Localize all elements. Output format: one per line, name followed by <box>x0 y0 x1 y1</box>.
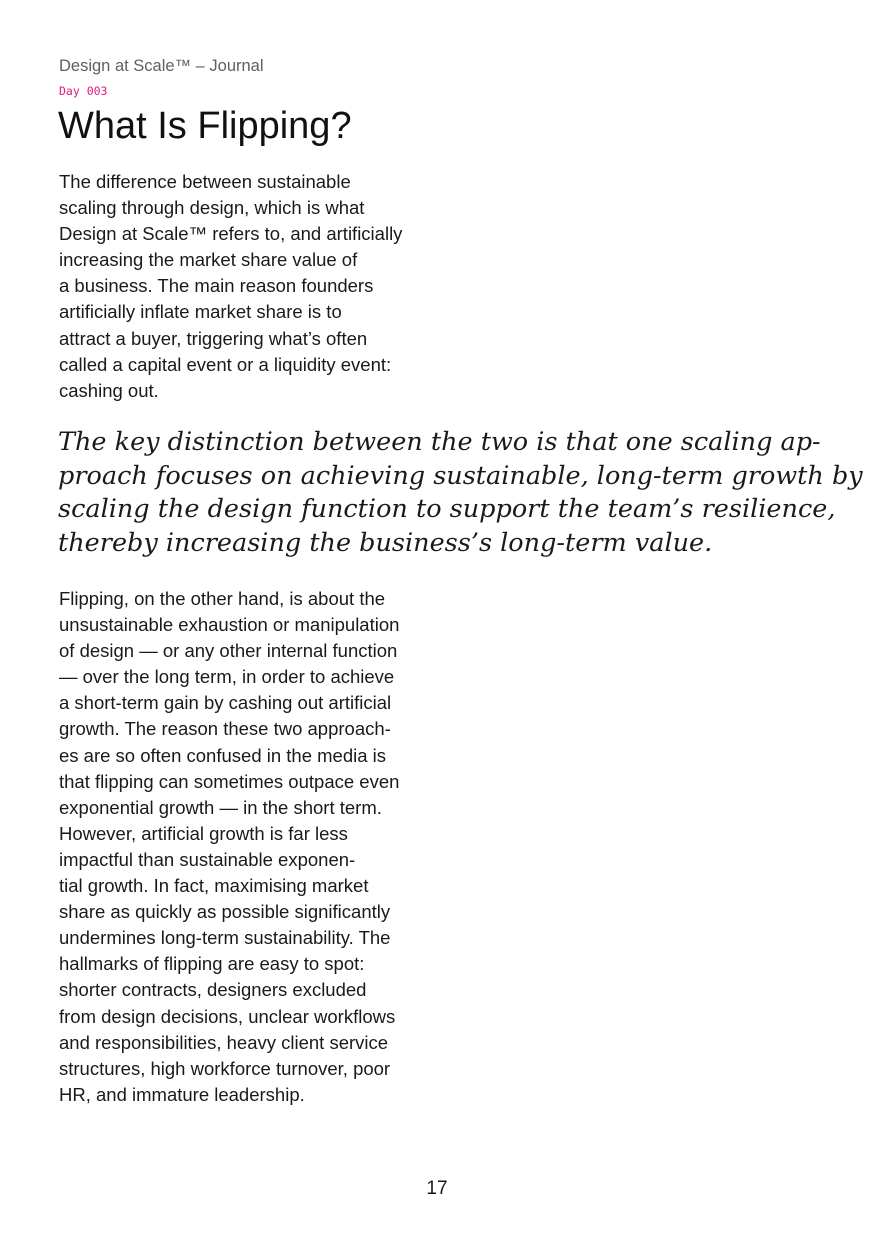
body-line: undermines long-term sustainability. The <box>59 927 391 949</box>
body-line: and responsibilities, heavy client service <box>59 1031 389 1053</box>
pull-quote-line: The key distinction between the two is that one scaling ap- <box>58 427 821 457</box>
body-line: HR, and immature leadership. <box>59 1083 305 1105</box>
body-line: growth. The reason these two approach- <box>59 718 391 740</box>
journal-title: Design at Scale™ – Journal <box>59 57 264 75</box>
intro-line: attract a buyer, triggering what’s often <box>59 327 368 349</box>
body-line: that flipping can sometimes outpace even <box>59 770 400 792</box>
pull-quote-line: scaling the design function to support the team’s resilience, <box>58 494 836 524</box>
intro-paragraph <box>59 169 439 404</box>
intro-line: cashing out. <box>59 379 159 401</box>
body-line: Flipping, on the other hand, is about the <box>59 588 386 609</box>
body-line: es are so often confused in the media is <box>59 744 387 766</box>
intro-line: a business. The main reason founders <box>59 275 374 297</box>
page-number: 17 <box>426 1178 448 1199</box>
intro-line: artificially inflate market share is to <box>59 301 342 323</box>
body-line: impactful than sustainable exponen- <box>59 848 356 870</box>
body-line: shorter contracts, designers excluded <box>59 979 367 1001</box>
body-line: hallmarks of flipping are easy to spot: <box>59 953 365 975</box>
body-line: of design — or any other internal function <box>59 640 398 662</box>
body-line: tial growth. In fact, maximising market <box>59 875 369 897</box>
intro-line: scaling through design, which is what <box>59 197 365 219</box>
body-paragraph <box>59 586 449 1108</box>
intro-line: The difference between sustainable <box>59 171 351 192</box>
intro-line: called a capital event or a liquidity event: <box>59 353 392 375</box>
page-title: What Is Flipping? <box>58 105 352 147</box>
body-line: However, artificial growth is far less <box>59 822 348 844</box>
body-line: share as quickly as possible significantly <box>59 901 391 923</box>
body-line: a short-term gain by cashing out artificial <box>59 692 392 714</box>
body-line: exponential growth — in the short term. <box>59 796 382 818</box>
body-line: unsustainable exhaustion or manipulation <box>59 614 400 636</box>
pull-quote <box>58 426 863 560</box>
intro-line: increasing the market share value of <box>59 249 358 271</box>
pull-quote-line: proach focuses on achieving sustainable, long-term growth by <box>58 460 863 491</box>
day-label: Day 003 <box>59 84 108 98</box>
intro-line: Design at Scale™ refers to, and artificially <box>59 223 403 245</box>
pull-quote-line: thereby increasing the business’s long-term value. <box>58 527 713 558</box>
body-line: from design decisions, unclear workflows <box>59 1005 396 1027</box>
body-line: structures, high workforce turnover, poor <box>59 1057 391 1079</box>
body-line: — over the long term, in order to achieve <box>59 666 395 688</box>
